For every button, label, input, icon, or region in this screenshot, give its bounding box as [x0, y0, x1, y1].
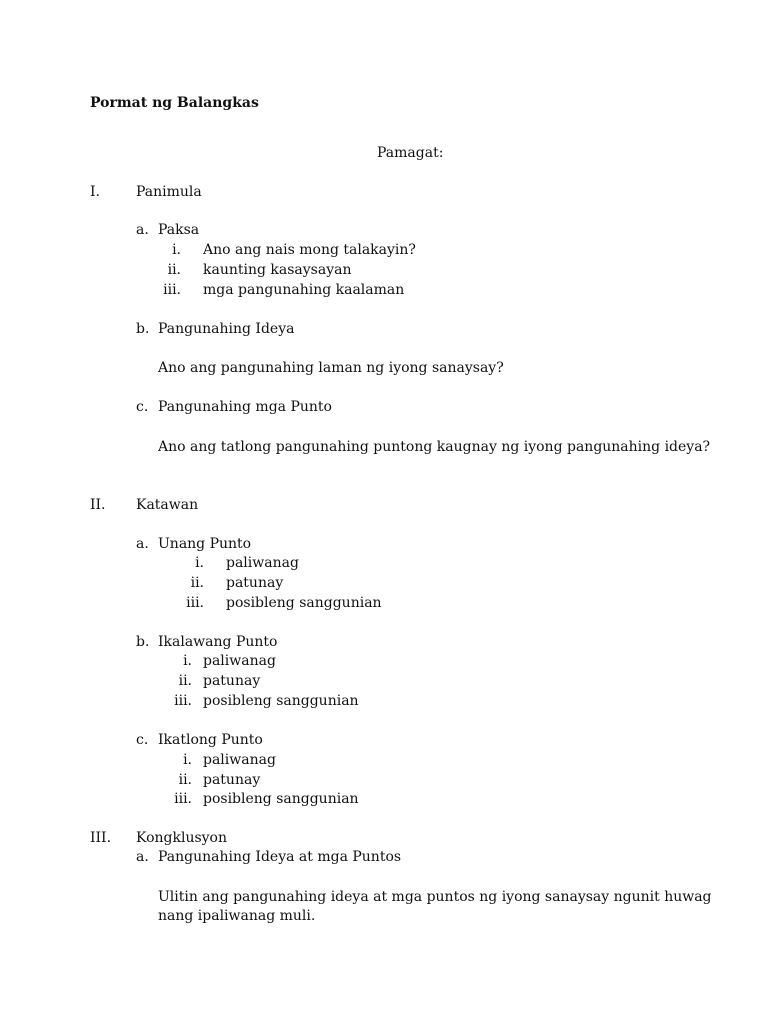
item-number: ii. — [167, 262, 181, 278]
subsection-letter: c. — [136, 732, 149, 748]
subsection-title: Paksa — [158, 222, 200, 238]
item-number: ii. — [178, 673, 192, 689]
subsection-letter: a. — [136, 222, 149, 238]
item-number: ii. — [178, 772, 192, 788]
subsection-description: Ano ang tatlong pangunahing puntong kaugnay ng iyong pangunahing ideya? — [158, 439, 711, 455]
item-text: posibleng sanggunian — [203, 693, 359, 709]
subsection-description: nang ipaliwanag muli. — [158, 908, 316, 924]
section-title: Panimula — [136, 184, 202, 200]
item-text: posibleng sanggunian — [203, 791, 359, 807]
subsection-letter: a. — [136, 536, 149, 552]
subsection-letter: b. — [136, 634, 150, 650]
item-text: patunay — [226, 575, 284, 591]
subsection-title: Pangunahing Ideya — [158, 321, 295, 337]
section-numeral: I. — [90, 184, 100, 200]
item-number: ii. — [190, 575, 204, 591]
item-number: iii. — [174, 791, 192, 807]
subsection-title: Pangunahing Ideya at mga Puntos — [158, 849, 402, 865]
item-number: iii. — [186, 595, 204, 611]
item-text: kaunting kasaysayan — [203, 262, 352, 278]
subsection-letter: a. — [136, 849, 149, 865]
section-numeral: II. — [90, 497, 106, 513]
item-number: iii. — [174, 693, 192, 709]
subsection-letter: b. — [136, 321, 150, 337]
item-number: i. — [172, 242, 181, 258]
item-number: iii. — [163, 282, 181, 298]
item-text: patunay — [203, 772, 261, 788]
section-title: Kongklusyon — [136, 830, 228, 846]
item-text: paliwanag — [203, 752, 276, 768]
subsection-letter: c. — [136, 399, 149, 415]
document-heading: Pormat ng Balangkas — [90, 95, 259, 111]
subsection-title: Ikalawang Punto — [158, 634, 278, 650]
item-number: i. — [183, 653, 192, 669]
subsection-title: Ikatlong Punto — [158, 732, 263, 748]
item-number: i. — [183, 752, 192, 768]
item-text: posibleng sanggunian — [226, 595, 382, 611]
title-label: Pamagat: — [377, 145, 444, 161]
section-numeral: III. — [90, 830, 112, 846]
section-title: Katawan — [136, 497, 199, 513]
item-text: mga pangunahing kaalaman — [203, 282, 405, 298]
item-text: Ano ang nais mong talakayin? — [203, 242, 416, 258]
subsection-description: Ano ang pangunahing laman ng iyong sanaysay? — [158, 360, 504, 376]
subsection-title: Pangunahing mga Punto — [158, 399, 332, 415]
item-text: paliwanag — [203, 653, 276, 669]
item-text: patunay — [203, 673, 261, 689]
subsection-title: Unang Punto — [158, 536, 252, 552]
item-number: i. — [195, 555, 204, 571]
subsection-description: Ulitin ang pangunahing ideya at mga puntos ng iyong sanaysay ngunit huwag — [158, 889, 712, 905]
item-text: paliwanag — [226, 555, 299, 571]
